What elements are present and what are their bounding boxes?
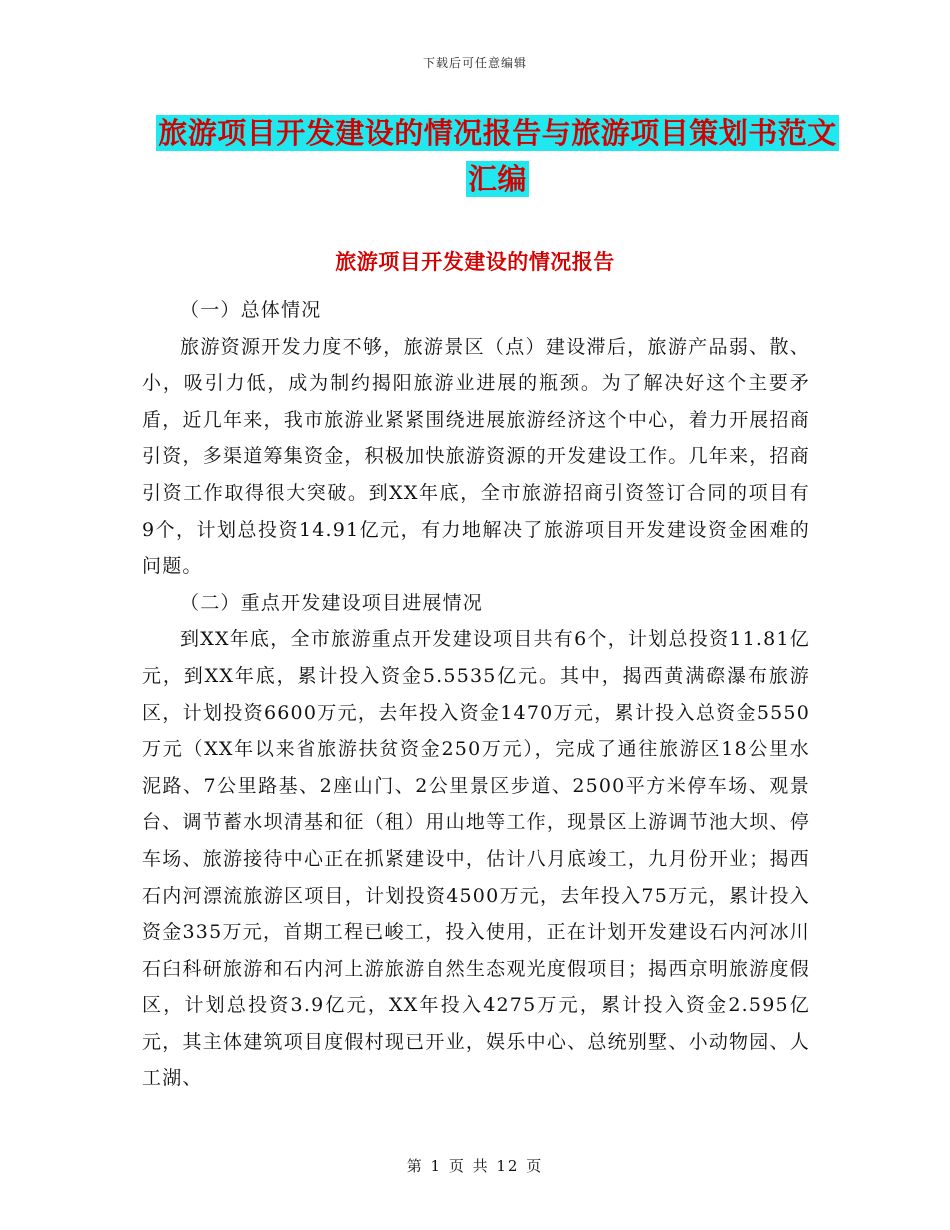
section-title: 旅游项目开发建设的情况报告 [335,249,615,274]
header-note: 下载后可任意编辑 [422,56,527,70]
paragraph-heading-1: （一）总体情况 [180,299,322,321]
document-title-line1: 旅游项目开发建设的情况报告与旅游项目策划书范文 [158,116,837,150]
page-number: 第 1 页 共 12 页 [406,1157,544,1175]
paragraph: 旅游资源开发力度不够，旅游景区（点）建设滞后，旅游产品弱、散、小，吸引力低，成为制约揭阳旅游业进展的瓶颈。为了解决好这个主要矛盾，近几年来，我市旅游业紧紧围绕进展旅游经济这个中心，着力开展招商引资，多渠道筹集资金，积极加快旅游资源的开发建设工作。几年来，招商引资工作取得很大突破。到XX年底，全市旅游招商引资签订合同的项目有9个，计划总投资14.91亿元，有力地解决了旅游项目开发建设资金困难的问题。 [142,335,810,578]
paragraph: 到XX年底，全市旅游重点开发建设项目共有6个，计划总投资11.81亿元，到XX年底，累计投入资金5.5535亿元。其中，揭西黄满磜瀑布旅游区，计划投资6600万元，去年投入资金1470万元，累计投入总资金5550万元（XX年以来省旅游扶贫资金250万元），完成了通往旅游区18公里水泥路、7公里路基、2座山门、2公里景区步道、2500平方米停车场、观景台、调节蓄水坝清基和征（租）用山地等工作，现景区上游调节池大坝、停车场、旅游接待中心正在抓紧建设中，估计八月底竣工，九月份开业；揭西石内河漂流旅游区项目，计划投资4500万元，去年投入75万元，累计投入资金335万元，首期工程已峻工，投入使用，正在计划开发建设石内河冰川石臼科研旅游和石内河上游旅游自然生态观光度假项目；揭西京明旅游度假区，计划总投资3.9亿元，XX年投入4275万元，累计投入资金2.595亿元，其主体建筑项目度假村现已开业，娱乐中心、总统别墅、小动物园、人工湖、 [142,628,810,1090]
document-title-line2: 汇编 [467,162,527,196]
document-title [150,110,845,202]
paragraph-heading-2: （二）重点开发建设项目进展情况 [180,591,484,614]
document-body [142,292,810,1097]
